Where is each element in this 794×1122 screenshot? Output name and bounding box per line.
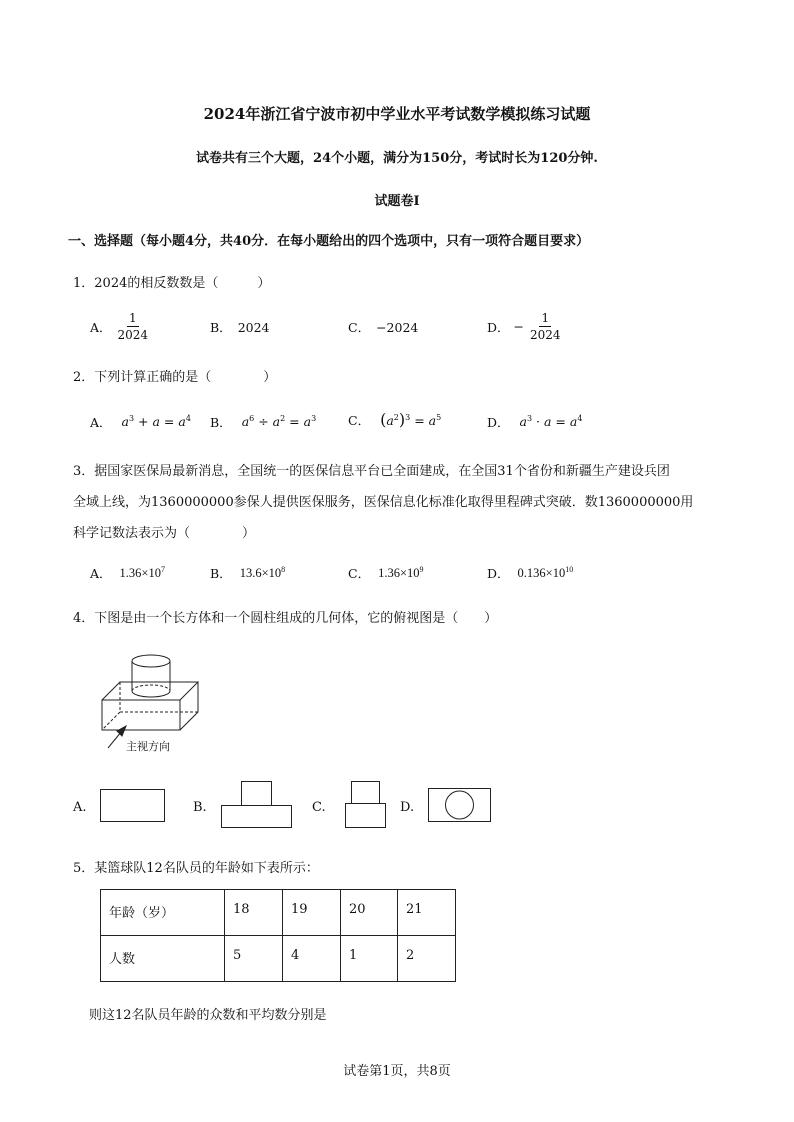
cuboid-side-face [180,682,198,730]
page-footer: 试卷第1页，共8页 [343,1064,451,1079]
rectangle-shape [429,789,491,822]
option-label: B． [210,566,232,581]
option-label: C． [348,320,371,335]
option-label: D． [487,566,510,581]
q4-option-d-label: D. [400,800,415,815]
option-label: D． [487,319,510,335]
option-label: B． [210,320,232,335]
table-cell: 20 [341,890,398,936]
table-cell: 5 [225,936,283,982]
option-label: A． [90,566,112,581]
question-1-stem: 1．2024的相反数数是（ ） [73,276,271,291]
option-label: D． [487,415,510,430]
sci-notation [120,565,165,581]
math-expression: $a^3 + a = a^4$ [121,414,191,430]
question-3-line-1: 3．据国家医保局最新消息，全国统一的医保信息平台已全面建成，在全国31个省份和新疆生产建设兵团 [73,464,670,479]
table-cell: 年龄（岁） [101,890,225,936]
q4-option-a-label: A. [73,800,87,815]
q4-option-b-figure [221,781,293,829]
hidden-edges [102,682,198,730]
exponent: 10 [565,564,574,574]
coefficient: 13.6×10 [239,566,282,581]
exponent: 8 [281,564,286,574]
coefficient: 1.36×10 [119,566,161,581]
q2-option-c [348,410,441,429]
q4-option-c-figure [345,781,387,829]
math-expression: $a^6 \div a^2 = a^3$ [241,414,317,430]
coefficient: 1.36×10 [378,566,420,581]
denominator: 2024 [530,328,561,342]
table-cell: 2 [398,936,456,982]
q4-option-d-figure [428,788,492,824]
question-4-stem: 4．下图是由一个长方体和一个圆柱组成的几何体，它的俯视图是（ ） [73,611,498,626]
exponent: 7 [160,564,165,574]
cylinder-top [132,655,170,667]
cylinder-bottom-front [132,691,170,697]
paper-subtitle: 试卷共有三个大题，24个小题，满分为150分，考试时长为120分钟. [196,151,598,166]
q1-option-c [348,318,418,336]
table-cell: 19 [283,890,341,936]
math-expression: $(a^2)^3 = a^5$ [380,410,442,429]
q1-option-b [210,318,270,336]
numerator: 1 [541,311,550,325]
question-2-stem: 2．下列计算正确的是（ ） [73,370,277,385]
q3-option-d [487,564,573,582]
sci-notation [240,565,285,581]
rectangle-shape [101,790,165,822]
question-5-stem: 5．某篮球队12名队员的年龄如下表所示： [73,861,319,876]
q3-option-c [348,564,424,582]
q1-option-a [90,311,150,342]
wide-rectangle [222,806,292,828]
fraction [116,311,151,342]
table-row [101,890,456,936]
fraction [528,311,563,342]
age-table [100,889,456,982]
table-row [101,936,456,982]
q4-option-a-figure [100,789,166,823]
minus-sign: − [513,319,525,334]
question-3-line-2: 全域上线，为1360000000参保人提供医保服务，医保信息化标准化取得里程碑式突破．数1360000000用 [73,495,694,510]
option-label: C． [348,566,371,581]
exponent: 9 [419,564,424,574]
small-rectangle [242,782,272,806]
q4-option-c-label: C. [312,800,326,815]
option-label: A． [90,415,112,430]
q1-option-d [487,311,563,342]
coefficient: 0.136×10 [517,566,566,581]
table-cell: 4 [283,936,341,982]
q4-option-b-label: B. [193,800,207,815]
sci-notation [378,565,423,581]
base-rectangle [346,804,386,828]
option-value: −2024 [376,319,419,335]
question-5-followup: 则这12名队员年龄的众数和平均数分别是 [89,1008,327,1023]
q2-option-a [90,413,191,431]
circle-shape [446,791,474,819]
math-expression: $a^3 \cdot a = a^4$ [519,414,583,430]
table-cell: 21 [398,890,456,936]
numerator: 1 [128,311,137,325]
volume-heading: 试题卷Ⅰ [374,194,420,209]
table-cell: 人数 [101,936,225,982]
sci-notation [518,565,574,581]
table-cell: 1 [341,936,398,982]
q3-option-b [210,564,285,582]
option-label: C． [348,412,371,428]
q2-option-b [210,413,316,431]
denominator: 2024 [117,328,149,342]
question-3-line-3: 科学记数法表示为（ ） [73,526,256,541]
option-value: 2024 [237,319,270,335]
cylinder-bottom-back [132,685,170,691]
paper-title: 2024年浙江省宁波市初中学业水平考试数学模拟练习试题 [203,105,591,123]
view-direction-label: 主视方向 [126,740,170,753]
section-heading: 一、选择题（每小题4分，共40分．在每小题给出的四个选项中，只有一项符合题目要求） [68,234,590,249]
cuboid-front-face [102,700,180,730]
q2-option-d [487,413,582,431]
small-rectangle [352,782,380,804]
q3-option-a [90,564,165,582]
table-cell: 18 [225,890,283,936]
option-label: A． [90,319,112,335]
arrow-head [117,726,126,736]
option-label: B． [210,415,232,430]
